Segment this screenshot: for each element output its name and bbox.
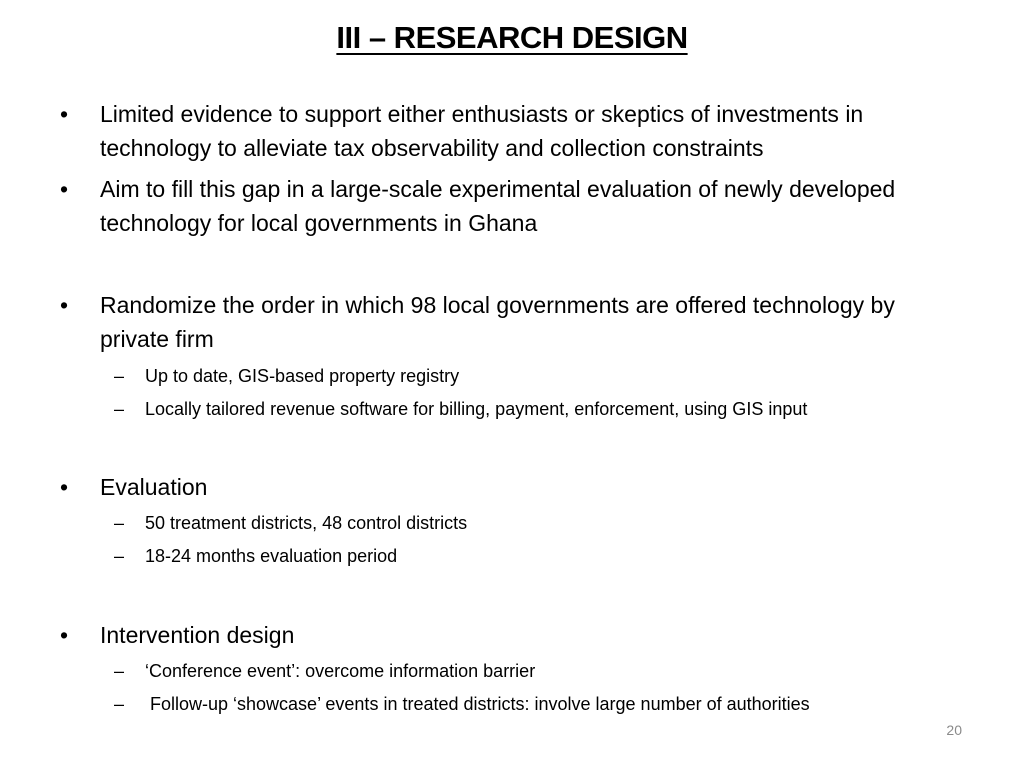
sub-bullet-text: Follow-up ‘showcase’ events in treated districts: involve large number of authorities (145, 694, 810, 714)
bullet-marker: • (60, 101, 69, 127)
bullet-text: Intervention design (100, 622, 295, 648)
bullet-text: Evaluation (100, 474, 208, 500)
sub-bullet-marker: – (114, 513, 125, 533)
slide-title (0, 16, 1024, 60)
bullet-marker: • (60, 176, 69, 202)
bullet-marker: • (60, 292, 69, 318)
sub-bullet-marker: – (114, 546, 125, 566)
bullet-text: Aim to fill this gap in a large-scale experimental evaluation of newly developed technology for local governments in Ghana (100, 176, 896, 236)
bullet-text: Limited evidence to support either enthusiasts or skeptics of investments in technology to alleviate tax observability and collection constraints (100, 101, 864, 161)
bullet-item (0, 97, 1000, 165)
sub-bullet-text: 18-24 months evaluation period (145, 546, 398, 566)
bullet-item (0, 172, 1000, 240)
sub-bullet-marker: – (114, 399, 125, 419)
sub-bullet-text: ‘Conference event’: overcome information barrier (145, 661, 536, 681)
slide-title-text: III – RESEARCH DESIGN (336, 20, 688, 55)
bullet-marker: • (60, 474, 69, 500)
sub-bullet-marker: – (114, 366, 125, 386)
sub-bullet-marker: – (114, 661, 125, 681)
bullet-item (0, 288, 1000, 356)
bullet-text: Randomize the order in which 98 local governments are offered technology by private firm (100, 292, 895, 352)
sub-bullet-text: 50 treatment districts, 48 control districts (145, 513, 468, 533)
page-number: 20 (946, 722, 962, 738)
sub-bullet-text: Locally tailored revenue software for billing, payment, enforcement, using GIS input (145, 399, 808, 419)
sub-bullet-marker: – (114, 694, 125, 714)
bullet-marker: • (60, 622, 69, 648)
sub-bullet-text: Up to date, GIS-based property registry (145, 366, 460, 386)
